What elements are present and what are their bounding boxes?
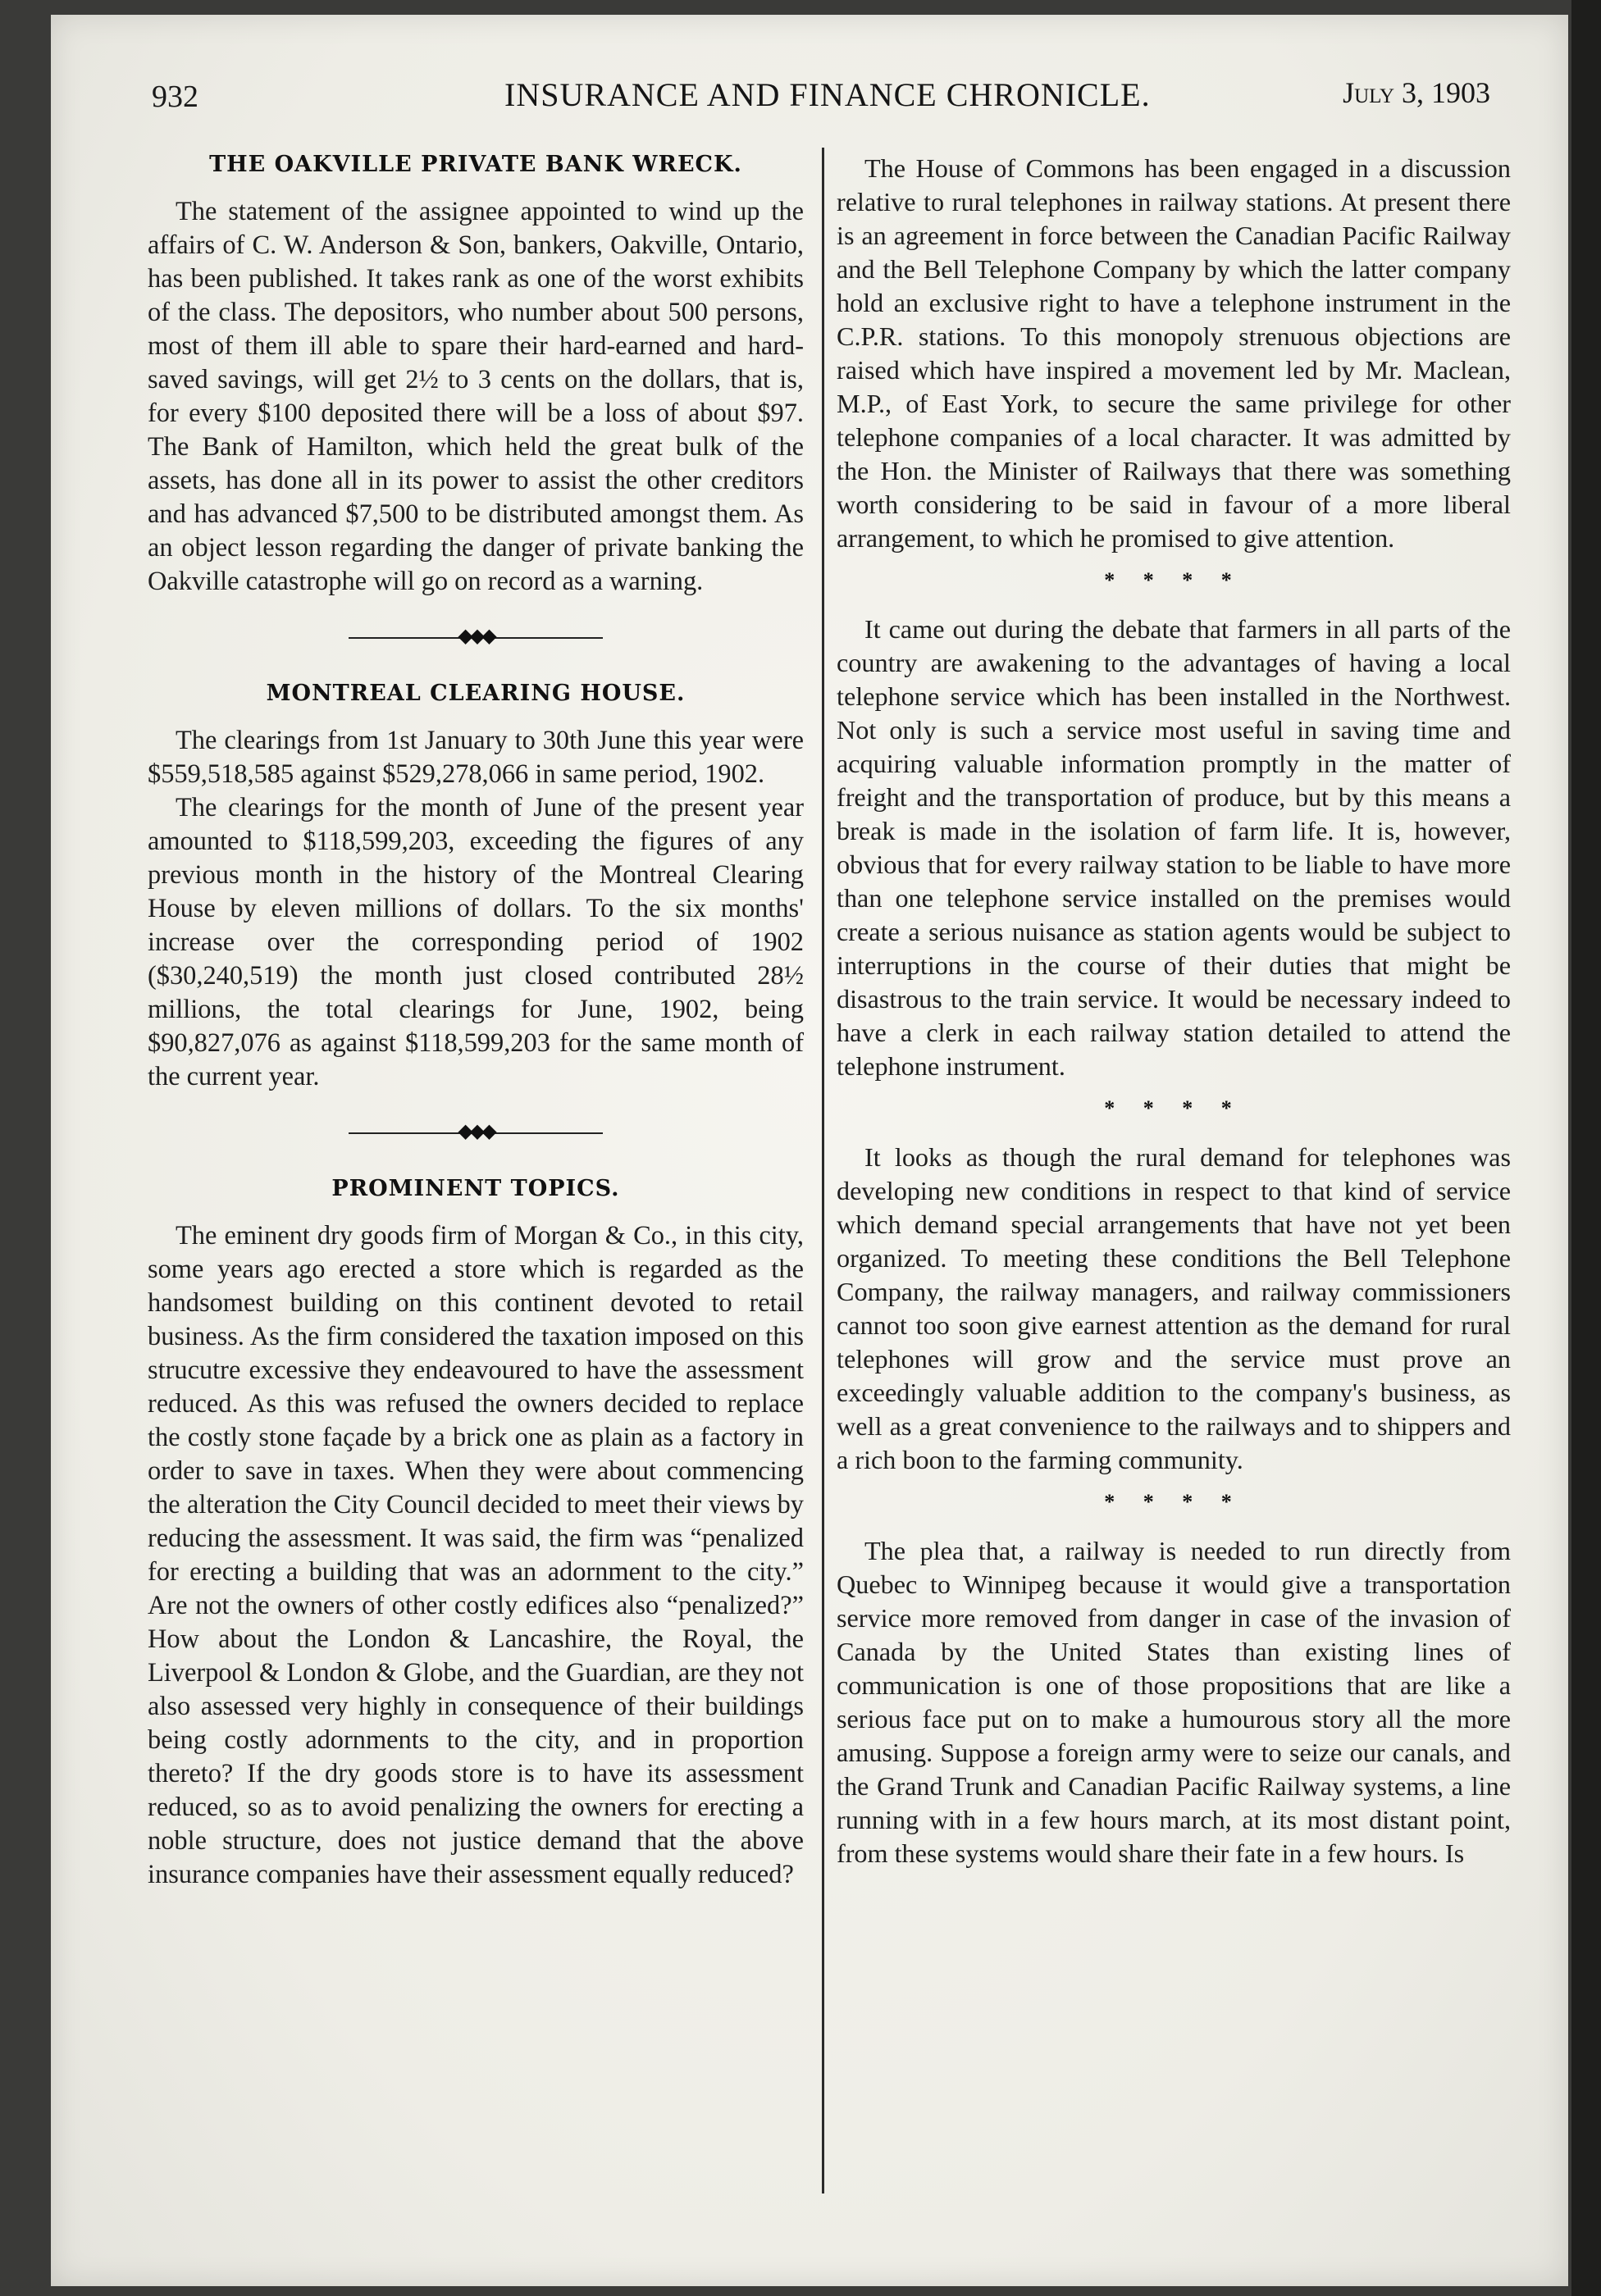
section-separator: * * * * bbox=[1104, 1096, 1243, 1120]
left-column bbox=[148, 152, 804, 1892]
page-number: 932 bbox=[152, 80, 198, 114]
article-paragraph: It came out during the debate that farmers in all parts of the country are awakening to the advantages of having a local telephone service which has been installed in the Northwest. Not only is such a service most useful in saving time and acquiring valuable information promptly in the matter of freight and the transportation of produce, but by this means a break is made in the isolation of farm life. It is, however, obvious that for every railway station to be liable to have more than one telephone service installed on the premises would create a serious nuisance as station agents would be subject to interruptions in the course of their duties that might be disastrous to the train service. It would be necessary indeed to have a clerk in each railway station detailed to attend the telephone instrument. bbox=[837, 614, 1511, 1081]
article-paragraph: The statement of the assignee appointed to wind up the affairs of C. W. Anderson & Son, bankers, Oakville, Ontario, has been published. It takes rank as one of the worst exhibits of the class. The depositors, who number about 500 persons, most of them ill able to spare their hard-earned and hard-saved savings, will get 2½ to 3 cents on the dollars, that is, for every $100 deposited there will be a loss of about $97. The Bank of Hamilton, which held the great bulk of the assets, has done all in its power to assist the other creditors and has advanced $7,500 to be distributed amongst them. As an object lesson regarding the danger of private banking the Oakville catastrophe will go on record as a warning. bbox=[148, 197, 804, 596]
right-column bbox=[837, 152, 1511, 1870]
article-montreal-clearing bbox=[148, 681, 804, 1094]
article-heading: THE OAKVILLE PRIVATE BANK WRECK. bbox=[209, 152, 742, 177]
journal-title: INSURANCE AND FINANCE CHRONICLE. bbox=[504, 76, 1151, 113]
scan-edge bbox=[1571, 0, 1601, 2296]
section-separator: * * * * bbox=[1104, 1490, 1243, 1514]
article-paragraph: The House of Commons has been engaged in a discussion relative to rural telephones in railway stations. At present there is an agreement in force between the Canadian Pacific Railway and the Bell Telephone Company by which the latter company hold an exclusive right to have a telephone instrument in the C.P.R. stations. To this monopoly strenuous objections are raised which have inspired a movement led by Mr. Maclean, M.P., of East York, to secure the same privilege for other telephone companies of a local character. It was admitted by the Hon. the Minister of Railways that there was something worth considering to be said in favour of a more liberal arrangement, to which he promised to give attention. bbox=[837, 153, 1511, 553]
section-ornament bbox=[349, 1122, 603, 1145]
article-prominent-topics bbox=[148, 1176, 804, 1892]
ornament-glyph: ◆◆◆ bbox=[458, 626, 494, 647]
ornament-glyph: ◆◆◆ bbox=[458, 1121, 494, 1142]
article-paragraph: The clearings from 1st January to 30th June this year were $559,518,585 against $529,278,066 in same period, 1902. bbox=[148, 726, 804, 789]
page-header bbox=[152, 75, 1505, 125]
article-paragraph: It looks as though the rural demand for telephones was developing new conditions in respect to that kind of service which demand special arrangements that have not yet been organized. To meeting these conditions the Bell Telephone Company, the railway managers, and railway commissioners cannot too soon give earnest attention as the demand for rural telephones will grow and the service must prove an exceedingly valuable addition to the company's business, as well as a great convenience to the railways and to shippers and a rich boon to the farming community. bbox=[837, 1142, 1511, 1474]
article-heading: PROMINENT TOPICS. bbox=[331, 1176, 620, 1201]
issue-date: July 3, 1903 bbox=[1343, 76, 1490, 109]
article-oakville-bank bbox=[148, 152, 804, 599]
article-paragraph: The clearings for the month of June of the present year amounted to $118,599,203, exceeding the figures of any previous month in the history of the Montreal Clearing House by eleven millions of dollars. To the six months' increase over the corresponding period of 1902 ($30,240,519) the month just closed contributed 28½ millions, the total clearings for June, 1902, being $90,827,076 as against $118,599,203 for the same month of the current year. bbox=[148, 793, 804, 1091]
section-separator: * * * * bbox=[1104, 568, 1243, 592]
section-ornament bbox=[349, 626, 603, 649]
article-paragraph: The eminent dry goods firm of Morgan & Co., in this city, some years ago erected a store which is regarded as the handsomest building on this continent devoted to retail business. As the firm considered the taxation imposed on this strucutre excessive they endeavoured to have the assessment reduced. As this was refused the owners decided to replace the costly stone façade by a brick one as plain as a factory in order to save in taxes. When they were about commencing the alteration the City Council decided to meet their views by reducing the assessment. It was said, the firm was “penalized for erecting a building that was an adornment to the city.” Are not the owners of other costly edifices also “penalized?” How about the London & Lancashire, the Royal, the Liverpool & London & Globe, and the Guardian, are they not also assessed very highly in consequence of their buildings being costly adornments to the city, and in proportion thereto? If the dry goods store is to have its assessment reduced, so as to avoid penalizing the owners for erecting a noble structure, does not justice demand that the above insurance companies have their assessment equally reduced? bbox=[148, 1221, 804, 1889]
article-paragraph: The plea that, a railway is needed to run directly from Quebec to Winnipeg because it would give a transportation service more removed from danger in case of the invasion of Canada by the United States than existing lines of communication is one of those propositions that are like a serious face put on to make a humourous story all the more amusing. Suppose a foreign army were to seize our canals, and the Grand Trunk and Canadian Pacific Railway systems, a line running with in a few hours march, at its most distant point, from these systems would share their fate in a few hours. Is bbox=[837, 1536, 1511, 1868]
article-heading: MONTREAL CLEARING HOUSE. bbox=[266, 681, 686, 706]
column-divider bbox=[822, 148, 824, 2194]
